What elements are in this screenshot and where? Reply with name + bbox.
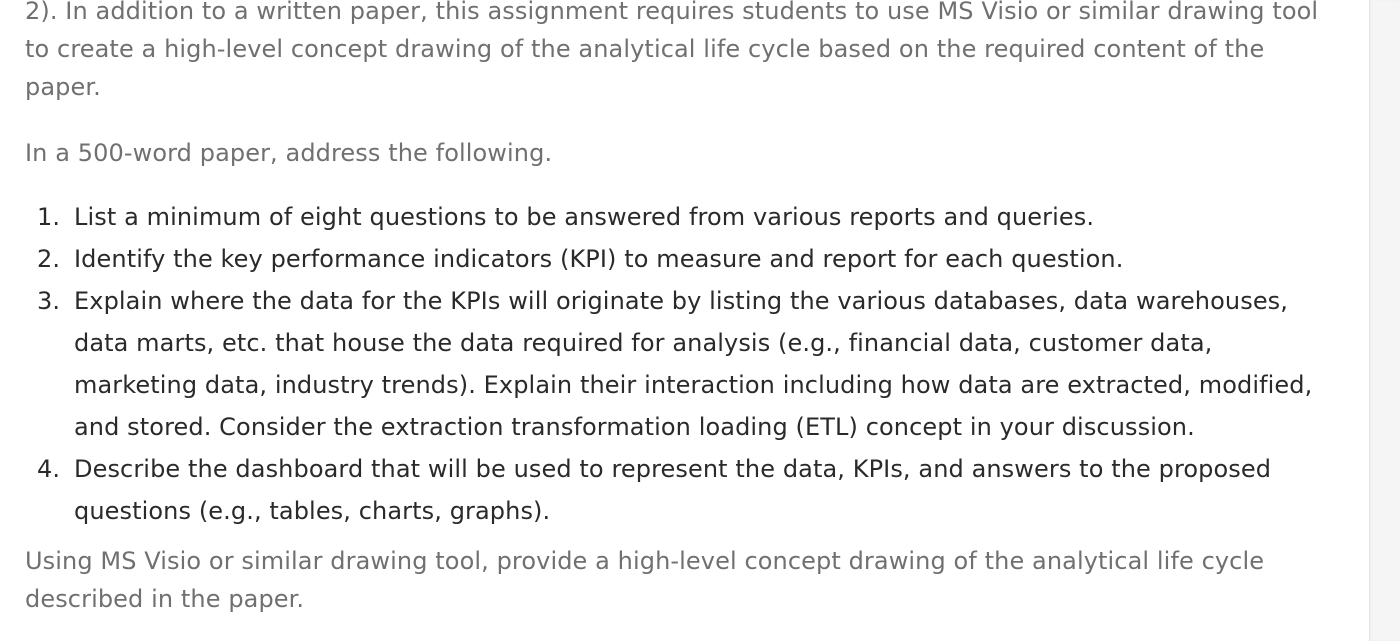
list-item <box>25 238 1343 280</box>
list-item <box>25 280 1343 448</box>
closing-paragraph: Using MS Visio or similar drawing tool, provide a high-level concept drawing of the analytical life cycle described in the paper. <box>25 547 1265 613</box>
assignment-content <box>25 0 1343 618</box>
requirements-list <box>25 196 1343 532</box>
list-item-number: 1. <box>37 203 61 231</box>
scrollbar-track[interactable] <box>1369 0 1400 641</box>
list-item-number: 2. <box>37 245 61 273</box>
list-item-number: 3. <box>37 287 61 315</box>
lead-in-paragraph: In a 500-word paper, address the following. <box>25 139 553 167</box>
list-item-text: List a minimum of eight questions to be answered from various reports and queries. <box>74 203 1095 231</box>
list-item <box>25 196 1343 238</box>
intro-paragraph: 2). In addition to a written paper, this assignment requires students to use MS Visio or similar drawing tool to create a high-level concept drawing of the analytical life cycle based on the required content of the paper. <box>25 0 1319 101</box>
list-item-text: Identify the key performance indicators (KPI) to measure and report for each question. <box>74 245 1124 273</box>
list-item-text: Explain where the data for the KPIs will originate by listing the various databases, data warehouses, data marts, etc. that house the data required for analysis (e.g., financial data, customer data, marketing data, industry trends). Explain their interaction including how data are extracted, modified, and stored. Consider the extraction transformation loading (ETL) concept in your discussion. <box>74 287 1313 441</box>
list-item-number: 4. <box>37 455 61 483</box>
list-item-text: Describe the dashboard that will be used to represent the data, KPIs, and answers to the proposed questions (e.g., tables, charts, graphs). <box>74 455 1272 525</box>
list-item <box>25 448 1343 532</box>
